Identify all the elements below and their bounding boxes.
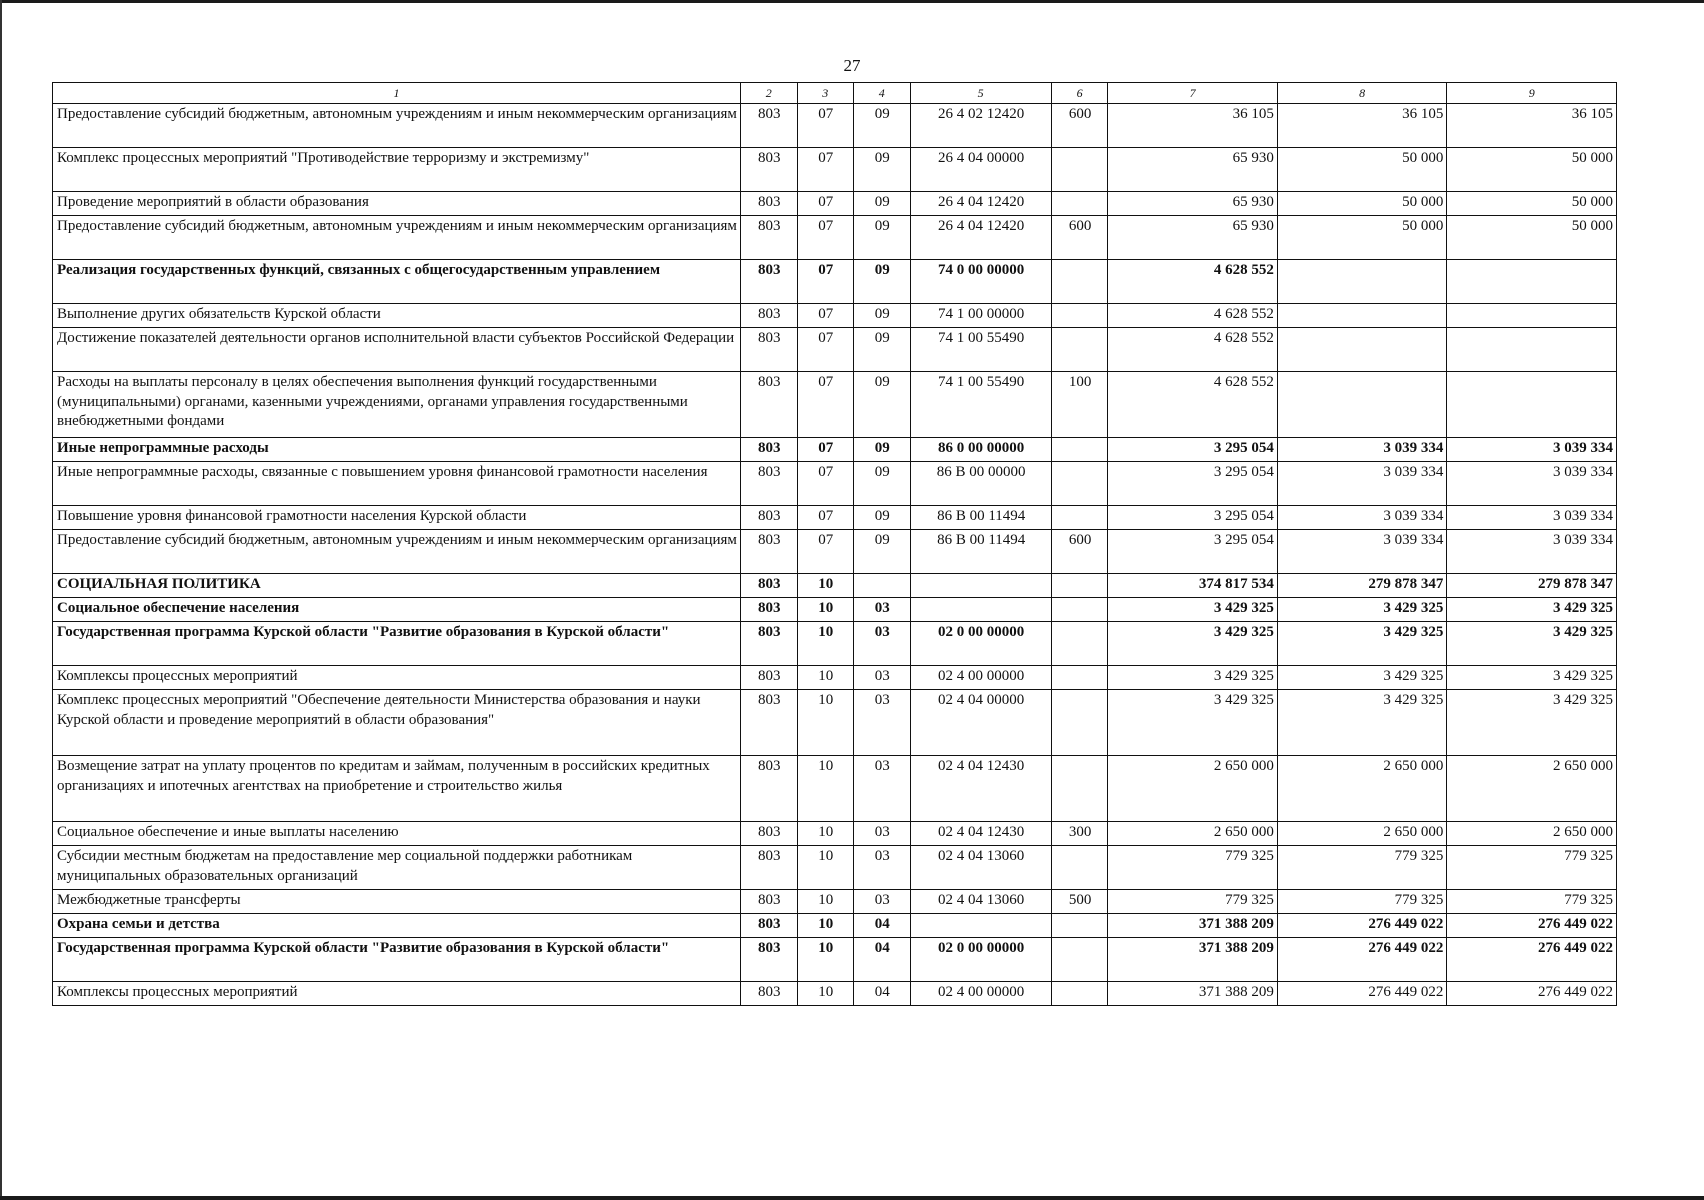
table-row: [53, 192, 1617, 216]
amount-year-1-cell: 65 930: [1108, 148, 1278, 192]
amount-year-1-cell: 374 817 534: [1108, 574, 1278, 598]
amount-year-2-cell: 276 449 022: [1277, 938, 1447, 982]
admin-code-cell: 803: [740, 982, 797, 1006]
amount-year-1-cell: 371 388 209: [1108, 982, 1278, 1006]
table-row: [53, 756, 1617, 822]
amount-year-1-cell: 4 628 552: [1108, 372, 1278, 438]
section-code-cell: 07: [797, 462, 854, 506]
item-name-cell: Выполнение других обязательств Курской области: [53, 304, 741, 328]
amount-year-1-cell: 3 429 325: [1108, 622, 1278, 666]
amount-year-1-cell: 371 388 209: [1108, 938, 1278, 982]
table-row: [53, 260, 1617, 304]
item-name-cell: Комплекс процессных мероприятий "Противодействие терроризму и экстремизму": [53, 148, 741, 192]
amount-year-2-cell: 779 325: [1277, 846, 1447, 890]
subsection-code-cell: 09: [854, 462, 911, 506]
item-name-cell: Предоставление субсидий бюджетным, автономным учреждениям и иным некоммерческим организациям: [53, 104, 741, 148]
subsection-code-cell: 09: [854, 104, 911, 148]
target-article-cell: 02 4 00 00000: [910, 666, 1051, 690]
amount-year-2-cell: [1277, 260, 1447, 304]
section-code-cell: 07: [797, 148, 854, 192]
target-article-cell: 02 4 04 00000: [910, 690, 1051, 756]
amount-year-2-cell: 279 878 347: [1277, 574, 1447, 598]
amount-year-3-cell: 50 000: [1447, 216, 1617, 260]
amount-year-3-cell: 3 039 334: [1447, 462, 1617, 506]
target-article-cell: 26 4 04 12420: [910, 216, 1051, 260]
amount-year-3-cell: 2 650 000: [1447, 756, 1617, 822]
section-code-cell: 07: [797, 438, 854, 462]
item-name-cell: Иные непрограммные расходы, связанные с повышением уровня финансовой грамотности населения: [53, 462, 741, 506]
amount-year-2-cell: 50 000: [1277, 148, 1447, 192]
section-code-cell: 10: [797, 574, 854, 598]
section-code-cell: 07: [797, 506, 854, 530]
table-row: [53, 216, 1617, 260]
subsection-code-cell: 09: [854, 192, 911, 216]
table-row: [53, 622, 1617, 666]
target-article-cell: 86 В 00 00000: [910, 462, 1051, 506]
item-name-cell: Проведение мероприятий в области образования: [53, 192, 741, 216]
admin-code-cell: 803: [740, 666, 797, 690]
target-article-cell: 86 В 00 11494: [910, 506, 1051, 530]
section-code-cell: 10: [797, 846, 854, 890]
column-number: 9: [1447, 83, 1617, 104]
target-article-cell: 74 1 00 55490: [910, 372, 1051, 438]
amount-year-3-cell: 3 039 334: [1447, 438, 1617, 462]
section-code-cell: 10: [797, 598, 854, 622]
expense-type-cell: [1051, 846, 1108, 890]
column-number: 1: [53, 83, 741, 104]
subsection-code-cell: 09: [854, 372, 911, 438]
expense-type-cell: [1051, 192, 1108, 216]
target-article-cell: 74 1 00 55490: [910, 328, 1051, 372]
subsection-code-cell: 03: [854, 846, 911, 890]
amount-year-1-cell: 36 105: [1108, 104, 1278, 148]
subsection-code-cell: 09: [854, 328, 911, 372]
amount-year-3-cell: 3 429 325: [1447, 666, 1617, 690]
admin-code-cell: 803: [740, 938, 797, 982]
amount-year-2-cell: 276 449 022: [1277, 982, 1447, 1006]
budget-table: [52, 82, 1617, 1006]
column-number: 2: [740, 83, 797, 104]
subsection-code-cell: 03: [854, 690, 911, 756]
expense-type-cell: [1051, 438, 1108, 462]
expense-type-cell: [1051, 690, 1108, 756]
target-article-cell: 74 1 00 00000: [910, 304, 1051, 328]
section-code-cell: 07: [797, 328, 854, 372]
section-code-cell: 10: [797, 938, 854, 982]
expense-type-cell: [1051, 756, 1108, 822]
amount-year-1-cell: 4 628 552: [1108, 328, 1278, 372]
table-row: [53, 822, 1617, 846]
subsection-code-cell: 03: [854, 598, 911, 622]
table-row: [53, 530, 1617, 574]
target-article-cell: 86 В 00 11494: [910, 530, 1051, 574]
section-code-cell: 07: [797, 530, 854, 574]
table-row: [53, 104, 1617, 148]
column-number: 8: [1277, 83, 1447, 104]
section-code-cell: 07: [797, 260, 854, 304]
amount-year-3-cell: 3 039 334: [1447, 506, 1617, 530]
amount-year-2-cell: 3 039 334: [1277, 438, 1447, 462]
amount-year-1-cell: 3 429 325: [1108, 690, 1278, 756]
table-row: [53, 938, 1617, 982]
item-name-cell: Государственная программа Курской области "Развитие образования в Курской области": [53, 622, 741, 666]
section-code-cell: 07: [797, 192, 854, 216]
amount-year-2-cell: 3 429 325: [1277, 690, 1447, 756]
admin-code-cell: 803: [740, 148, 797, 192]
amount-year-1-cell: 3 429 325: [1108, 666, 1278, 690]
section-code-cell: 10: [797, 622, 854, 666]
target-article-cell: 26 4 04 00000: [910, 148, 1051, 192]
amount-year-2-cell: 3 429 325: [1277, 666, 1447, 690]
item-name-cell: Расходы на выплаты персоналу в целях обеспечения выполнения функций государственными (муниципальными) органами, казенными учреждениями, органами управления государственными внебюджетными фондами: [53, 372, 741, 438]
admin-code-cell: 803: [740, 622, 797, 666]
amount-year-3-cell: 276 449 022: [1447, 914, 1617, 938]
subsection-code-cell: 09: [854, 304, 911, 328]
item-name-cell: Предоставление субсидий бюджетным, автономным учреждениям и иным некоммерческим организациям: [53, 216, 741, 260]
amount-year-2-cell: 276 449 022: [1277, 914, 1447, 938]
amount-year-2-cell: 779 325: [1277, 890, 1447, 914]
admin-code-cell: 803: [740, 372, 797, 438]
admin-code-cell: 803: [740, 690, 797, 756]
amount-year-1-cell: 779 325: [1108, 846, 1278, 890]
table-row: [53, 666, 1617, 690]
item-name-cell: Повышение уровня финансовой грамотности населения Курской области: [53, 506, 741, 530]
expense-type-cell: 600: [1051, 530, 1108, 574]
amount-year-1-cell: 2 650 000: [1108, 756, 1278, 822]
expense-type-cell: [1051, 328, 1108, 372]
admin-code-cell: 803: [740, 846, 797, 890]
table-row: [53, 148, 1617, 192]
subsection-code-cell: 04: [854, 982, 911, 1006]
target-article-cell: 02 4 04 13060: [910, 846, 1051, 890]
section-code-cell: 07: [797, 304, 854, 328]
column-number: 3: [797, 83, 854, 104]
target-article-cell: 86 0 00 00000: [910, 438, 1051, 462]
admin-code-cell: 803: [740, 216, 797, 260]
admin-code-cell: 803: [740, 328, 797, 372]
amount-year-1-cell: 3 295 054: [1108, 506, 1278, 530]
column-number: 4: [854, 83, 911, 104]
amount-year-1-cell: 3 295 054: [1108, 530, 1278, 574]
item-name-cell: Достижение показателей деятельности органов исполнительной власти субъектов Российской Федерации: [53, 328, 741, 372]
target-article-cell: [910, 914, 1051, 938]
admin-code-cell: 803: [740, 506, 797, 530]
admin-code-cell: 803: [740, 260, 797, 304]
amount-year-1-cell: 2 650 000: [1108, 822, 1278, 846]
target-article-cell: 02 4 00 00000: [910, 982, 1051, 1006]
section-code-cell: 10: [797, 914, 854, 938]
amount-year-3-cell: 779 325: [1447, 846, 1617, 890]
item-name-cell: Социальное обеспечение населения: [53, 598, 741, 622]
admin-code-cell: 803: [740, 438, 797, 462]
expense-type-cell: [1051, 914, 1108, 938]
admin-code-cell: 803: [740, 890, 797, 914]
admin-code-cell: 803: [740, 598, 797, 622]
section-code-cell: 10: [797, 756, 854, 822]
table-row: [53, 982, 1617, 1006]
expense-type-cell: [1051, 982, 1108, 1006]
table-row: [53, 846, 1617, 890]
amount-year-2-cell: [1277, 372, 1447, 438]
amount-year-3-cell: 50 000: [1447, 192, 1617, 216]
amount-year-3-cell: 779 325: [1447, 890, 1617, 914]
amount-year-2-cell: 3 429 325: [1277, 598, 1447, 622]
admin-code-cell: 803: [740, 756, 797, 822]
target-article-cell: 74 0 00 00000: [910, 260, 1051, 304]
section-code-cell: 07: [797, 216, 854, 260]
subsection-code-cell: 09: [854, 438, 911, 462]
target-article-cell: [910, 574, 1051, 598]
subsection-code-cell: 09: [854, 506, 911, 530]
amount-year-1-cell: 779 325: [1108, 890, 1278, 914]
item-name-cell: Возмещение затрат на уплату процентов по кредитам и займам, полученным в российских кредитных организациях и ипотечных агентствах на приобретение и строительство жилья: [53, 756, 741, 822]
subsection-code-cell: 03: [854, 756, 911, 822]
table-row: [53, 690, 1617, 756]
amount-year-1-cell: 4 628 552: [1108, 304, 1278, 328]
amount-year-1-cell: 4 628 552: [1108, 260, 1278, 304]
amount-year-2-cell: 3 039 334: [1277, 530, 1447, 574]
amount-year-1-cell: 371 388 209: [1108, 914, 1278, 938]
admin-code-cell: 803: [740, 914, 797, 938]
amount-year-3-cell: 276 449 022: [1447, 982, 1617, 1006]
scan-border-top: [0, 0, 1704, 3]
expense-type-cell: [1051, 574, 1108, 598]
amount-year-2-cell: 2 650 000: [1277, 756, 1447, 822]
section-code-cell: 10: [797, 890, 854, 914]
target-article-cell: 02 0 00 00000: [910, 938, 1051, 982]
target-article-cell: 26 4 04 12420: [910, 192, 1051, 216]
amount-year-2-cell: [1277, 304, 1447, 328]
amount-year-3-cell: 36 105: [1447, 104, 1617, 148]
amount-year-3-cell: [1447, 372, 1617, 438]
amount-year-1-cell: 3 295 054: [1108, 438, 1278, 462]
expense-type-cell: [1051, 506, 1108, 530]
section-code-cell: 10: [797, 982, 854, 1006]
subsection-code-cell: 09: [854, 530, 911, 574]
amount-year-2-cell: 50 000: [1277, 192, 1447, 216]
expense-type-cell: [1051, 260, 1108, 304]
subsection-code-cell: 03: [854, 890, 911, 914]
item-name-cell: Предоставление субсидий бюджетным, автономным учреждениям и иным некоммерческим организациям: [53, 530, 741, 574]
amount-year-3-cell: 279 878 347: [1447, 574, 1617, 598]
subsection-code-cell: 04: [854, 938, 911, 982]
subsection-code-cell: 09: [854, 260, 911, 304]
item-name-cell: Межбюджетные трансферты: [53, 890, 741, 914]
table-row: [53, 890, 1617, 914]
item-name-cell: Комплексы процессных мероприятий: [53, 982, 741, 1006]
amount-year-2-cell: [1277, 328, 1447, 372]
target-article-cell: 02 4 04 12430: [910, 822, 1051, 846]
table-row: [53, 328, 1617, 372]
section-code-cell: 10: [797, 690, 854, 756]
amount-year-3-cell: 3 429 325: [1447, 690, 1617, 756]
admin-code-cell: 803: [740, 462, 797, 506]
admin-code-cell: 803: [740, 530, 797, 574]
amount-year-1-cell: 3 295 054: [1108, 462, 1278, 506]
expense-type-cell: [1051, 622, 1108, 666]
amount-year-3-cell: 3 429 325: [1447, 622, 1617, 666]
item-name-cell: Субсидии местным бюджетам на предоставление мер социальной поддержки работникам муниципальных образовательных организаций: [53, 846, 741, 890]
section-code-cell: 07: [797, 372, 854, 438]
expense-type-cell: 300: [1051, 822, 1108, 846]
column-number: 6: [1051, 83, 1108, 104]
expense-type-cell: 500: [1051, 890, 1108, 914]
amount-year-3-cell: 2 650 000: [1447, 822, 1617, 846]
admin-code-cell: 803: [740, 822, 797, 846]
page-number: 27: [843, 56, 861, 75]
section-code-cell: 10: [797, 666, 854, 690]
item-name-cell: Государственная программа Курской области "Развитие образования в Курской области": [53, 938, 741, 982]
item-name-cell: Комплексы процессных мероприятий: [53, 666, 741, 690]
table-row: [53, 574, 1617, 598]
amount-year-1-cell: 65 930: [1108, 216, 1278, 260]
target-article-cell: 02 4 04 12430: [910, 756, 1051, 822]
scan-border-bottom: [0, 1196, 1704, 1200]
expense-type-cell: 600: [1051, 104, 1108, 148]
subsection-code-cell: 03: [854, 666, 911, 690]
item-name-cell: Иные непрограммные расходы: [53, 438, 741, 462]
item-name-cell: Реализация государственных функций, связанных с общегосударственным управлением: [53, 260, 741, 304]
amount-year-2-cell: 3 429 325: [1277, 622, 1447, 666]
subsection-code-cell: [854, 574, 911, 598]
table-row: [53, 372, 1617, 438]
expense-type-cell: [1051, 666, 1108, 690]
amount-year-3-cell: [1447, 304, 1617, 328]
amount-year-3-cell: 276 449 022: [1447, 938, 1617, 982]
item-name-cell: Комплекс процессных мероприятий "Обеспечение деятельности Министерства образования и науки Курской области и проведение мероприятий в области образования": [53, 690, 741, 756]
subsection-code-cell: 09: [854, 216, 911, 260]
amount-year-1-cell: 65 930: [1108, 192, 1278, 216]
table-row: [53, 462, 1617, 506]
amount-year-3-cell: 3 429 325: [1447, 598, 1617, 622]
section-code-cell: 07: [797, 104, 854, 148]
target-article-cell: 26 4 02 12420: [910, 104, 1051, 148]
amount-year-3-cell: 50 000: [1447, 148, 1617, 192]
expense-type-cell: [1051, 304, 1108, 328]
amount-year-1-cell: 3 429 325: [1108, 598, 1278, 622]
table-row: [53, 598, 1617, 622]
expense-type-cell: 600: [1051, 216, 1108, 260]
target-article-cell: [910, 598, 1051, 622]
item-name-cell: СОЦИАЛЬНАЯ ПОЛИТИКА: [53, 574, 741, 598]
subsection-code-cell: 03: [854, 622, 911, 666]
scan-border-left: [0, 0, 2, 1200]
admin-code-cell: 803: [740, 574, 797, 598]
amount-year-2-cell: 3 039 334: [1277, 462, 1447, 506]
amount-year-2-cell: 3 039 334: [1277, 506, 1447, 530]
amount-year-3-cell: [1447, 260, 1617, 304]
expense-type-cell: 100: [1051, 372, 1108, 438]
subsection-code-cell: 04: [854, 914, 911, 938]
section-code-cell: 10: [797, 822, 854, 846]
table-row: [53, 304, 1617, 328]
subsection-code-cell: 03: [854, 822, 911, 846]
table-row: [53, 914, 1617, 938]
amount-year-2-cell: 50 000: [1277, 216, 1447, 260]
amount-year-3-cell: [1447, 328, 1617, 372]
item-name-cell: Охрана семьи и детства: [53, 914, 741, 938]
column-number-row: [53, 83, 1617, 104]
table-row: [53, 506, 1617, 530]
column-number: 7: [1108, 83, 1278, 104]
admin-code-cell: 803: [740, 304, 797, 328]
amount-year-2-cell: 2 650 000: [1277, 822, 1447, 846]
admin-code-cell: 803: [740, 104, 797, 148]
admin-code-cell: 803: [740, 192, 797, 216]
column-number: 5: [910, 83, 1051, 104]
amount-year-2-cell: 36 105: [1277, 104, 1447, 148]
item-name-cell: Социальное обеспечение и иные выплаты населению: [53, 822, 741, 846]
amount-year-3-cell: 3 039 334: [1447, 530, 1617, 574]
table-row: [53, 438, 1617, 462]
subsection-code-cell: 09: [854, 148, 911, 192]
target-article-cell: 02 4 04 13060: [910, 890, 1051, 914]
expense-type-cell: [1051, 598, 1108, 622]
target-article-cell: 02 0 00 00000: [910, 622, 1051, 666]
expense-type-cell: [1051, 938, 1108, 982]
expense-type-cell: [1051, 462, 1108, 506]
expense-type-cell: [1051, 148, 1108, 192]
table-body: [53, 104, 1617, 1006]
